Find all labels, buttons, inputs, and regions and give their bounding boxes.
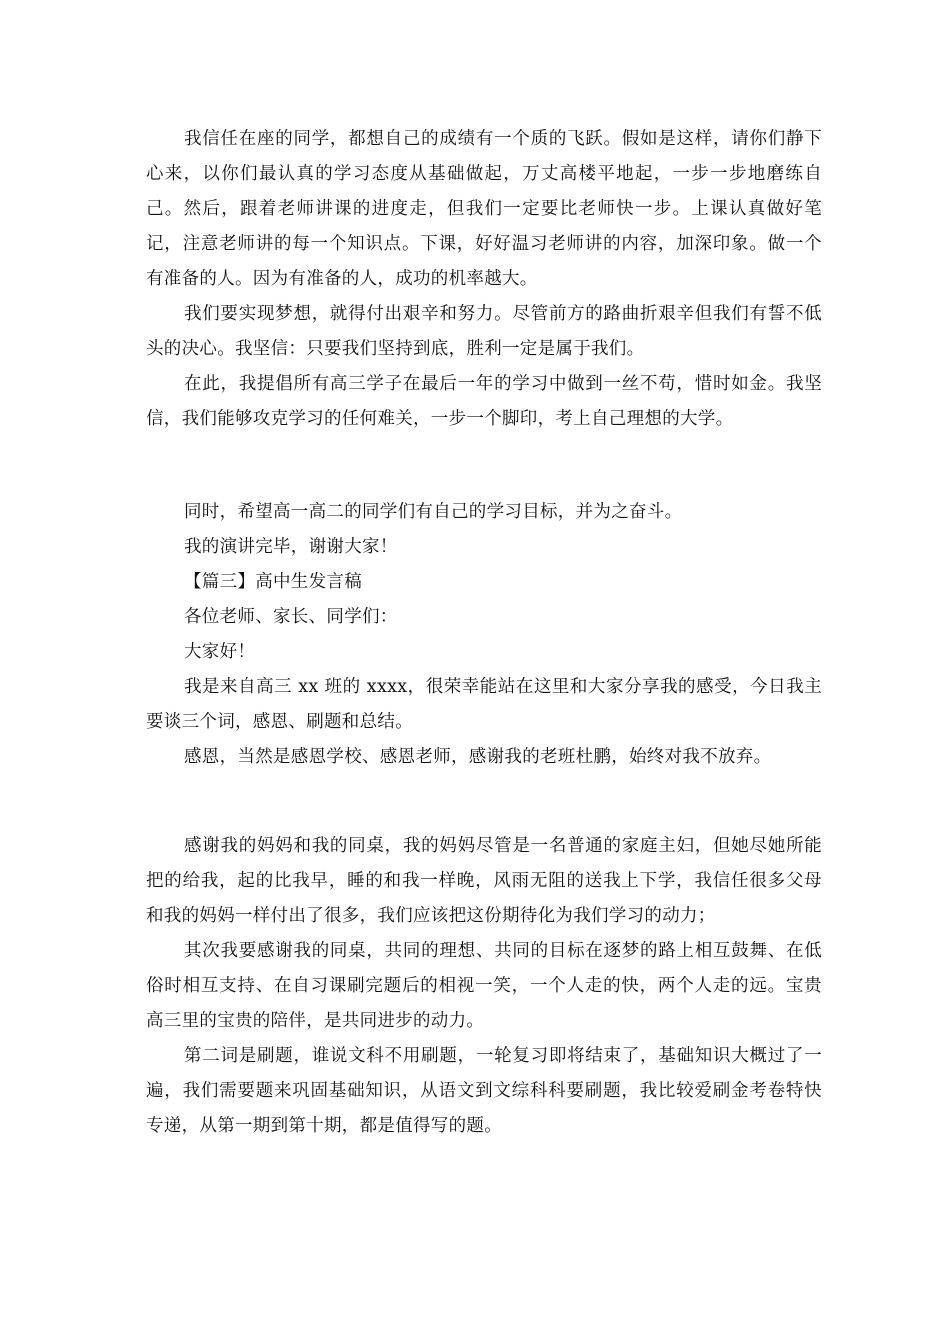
- paragraph-closing: 我的演讲完毕，谢谢大家！: [184, 537, 398, 557]
- paragraph-greeting: 大家好！: [184, 642, 256, 662]
- paragraph-dream: 我们要实现梦想，就得付出艰辛和努力。尽管前方的路曲折艰辛但我们有誓不低头的决心。我坚信：只要我们坚持到底，胜利一定是属于我们。: [146, 304, 822, 359]
- paragraph-senior-call: 在此，我提倡所有高三学子在最后一年的学习中做到一丝不苟，惜时如金。我坚信，我们能够攻克学习的任何难关，一步一个脚印，考上自己理想的大学。: [146, 374, 822, 429]
- text-section-3: [146, 829, 822, 1144]
- text-section-2: [146, 495, 822, 775]
- paragraph-study-advice: 我信任在座的同学，都想自己的成绩有一个质的飞跃。假如是这样，请你们静下心来，以你们最认真的学习态度从基础做起，万丈高楼平地起，一步一步地磨练自己。然后，跟着老师讲课的进度走，但我们一定要比老师快一步。上课认真做好笔记，注意老师讲的每一个知识点。下课，好好温习老师讲的内容，加深印象。做一个有准备的人。因为有准备的人，成功的机率越大。: [146, 129, 822, 289]
- paragraph-introduction: 我是来自高三 xx 班的 xxxx，很荣幸能站在这里和大家分享我的感受，今日我主要谈三个词，感恩、刷题和总结。: [146, 677, 822, 732]
- paragraph-junior-hope: 同时，希望高一高二的同学们有自己的学习目标，并为之奋斗。: [184, 502, 683, 522]
- paragraph-practice: 第二词是刷题，谁说文科不用刷题，一轮复习即将结束了，基础知识大概过了一遍，我们需要题来巩固基础知识，从语文到文综科科要刷题，我比较爱刷金考卷特快专递，从第一期到第十期，都是值得写的题。: [146, 1046, 822, 1136]
- paragraph-thanks-mother: 感谢我的妈妈和我的同桌，我的妈妈尽管是一名普通的家庭主妇，但她尽她所能把的给我，起的比我早，睡的和我一样晚，风雨无阻的送我上下学，我信任很多父母和我的妈妈一样付出了很多，我们应该把这份期待化为我们学习的动力；: [146, 836, 822, 926]
- paragraph-salutation: 各位老师、家长、同学们：: [184, 607, 398, 627]
- section-heading: 【篇三】高中生发言稿: [184, 572, 362, 592]
- text-section-1: [146, 122, 822, 437]
- paragraph-gratitude: 感恩，当然是感恩学校、感恩老师，感谢我的老班杜鹏，始终对我不放弃。: [184, 747, 772, 767]
- paragraph-thanks-deskmate: 其次我要感谢我的同桌，共同的理想、共同的目标在逐梦的路上相互鼓舞、在低俗时相互支持、在自习课刷完题后的相视一笑，一个人走的快，两个人走的远。宝贵高三里的宝贵的陪伴，是共同进步的动力。: [146, 941, 822, 1031]
